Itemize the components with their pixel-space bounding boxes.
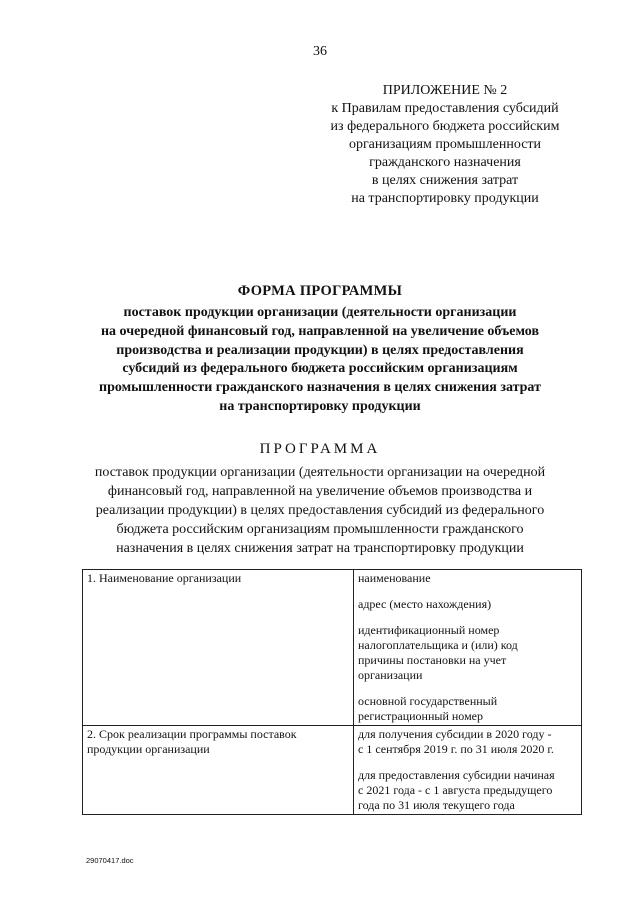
cell-block (358, 597, 577, 612)
appendix-line: к Правилам предоставления субсидий (331, 101, 559, 116)
appendix-line: на транспортировку продукции (351, 191, 539, 206)
program-description-line: финансовый год, направленной на увеличение объемов производства и (107, 484, 533, 499)
cell-text: основной государственный (358, 694, 498, 708)
form-subtitle-line: промышленности гражданского назначения в целях снижения затрат (99, 380, 541, 396)
cell-block (358, 768, 577, 813)
cell-text: 2. Срок реализации программы поставок (87, 727, 297, 741)
cell-block (358, 571, 577, 586)
program-description-line: поставок продукции организации (деятельности организации на очередной (94, 465, 546, 480)
cell-text: с 2021 года - с 1 августа предыдущего (358, 783, 553, 797)
cell-text: с 1 сентября 2019 г. по 31 июля 2020 г. (358, 742, 554, 756)
form-subtitle-line: производства и реализации продукции) в целях предоставления (116, 342, 524, 358)
cell-text: идентификационный номер (358, 623, 500, 637)
form-subtitle-line: на транспортировку продукции (219, 398, 421, 414)
cell-text: организации (358, 668, 423, 682)
program-description-line: реализации продукции) в целях предоставления субсидий из федерального (95, 503, 545, 518)
cell-text: для предоставления субсидии начиная (358, 768, 555, 782)
page-number: 36 (313, 44, 327, 59)
form-subtitle (60, 304, 580, 417)
cell-text: регистрационный номер (358, 709, 483, 723)
table-row (83, 570, 582, 726)
table-cell-value (354, 570, 582, 726)
appendix-line: в целях снижения затрат (371, 173, 519, 188)
cell-text: для получения субсидии в 2020 году - (358, 727, 552, 741)
cell-text: наименование (358, 571, 431, 585)
form-title: ФОРМА ПРОГРАММЫ (237, 283, 403, 299)
program-description-line: назначения в целях снижения затрат на транспортировку продукции (116, 541, 524, 556)
appendix-line: гражданского назначения (369, 155, 521, 170)
cell-block (358, 727, 577, 757)
cell-text: продукции организации (87, 742, 210, 756)
cell-block (358, 623, 577, 683)
form-subtitle-line: субсидий из федерального бюджета российским организациям (122, 361, 518, 377)
table-cell-label (83, 570, 354, 726)
cell-text: адрес (место нахождения) (358, 597, 492, 611)
table-cell-value (354, 726, 582, 815)
document-code: 29070417.doc (86, 856, 134, 865)
program-description (60, 463, 580, 558)
appendix-line: организациям промышленности (348, 137, 542, 152)
program-table (82, 569, 582, 815)
cell-block (358, 694, 577, 724)
program-heading: ПРОГРАММА (259, 441, 381, 457)
table-row (83, 726, 582, 815)
appendix-title: ПРИЛОЖЕНИЕ № 2 (382, 83, 508, 98)
program-description-line: бюджета российским организациям промышленности гражданского (116, 522, 524, 537)
form-subtitle-line: поставок продукции организации (деятельности организации (123, 305, 517, 320)
cell-text: причины постановки на учет (358, 653, 507, 667)
cell-text: 1. Наименование организации (87, 571, 242, 585)
cell-text: года по 31 июля текущего года (358, 798, 515, 812)
table-cell-label (83, 726, 354, 815)
appendix-header (300, 82, 590, 208)
cell-text: налогоплательщика и (или) код (358, 638, 518, 652)
form-subtitle-line: на очередной финансовый год, направленной на увеличение объемов (100, 323, 540, 339)
appendix-line: из федерального бюджета российским (330, 119, 560, 134)
